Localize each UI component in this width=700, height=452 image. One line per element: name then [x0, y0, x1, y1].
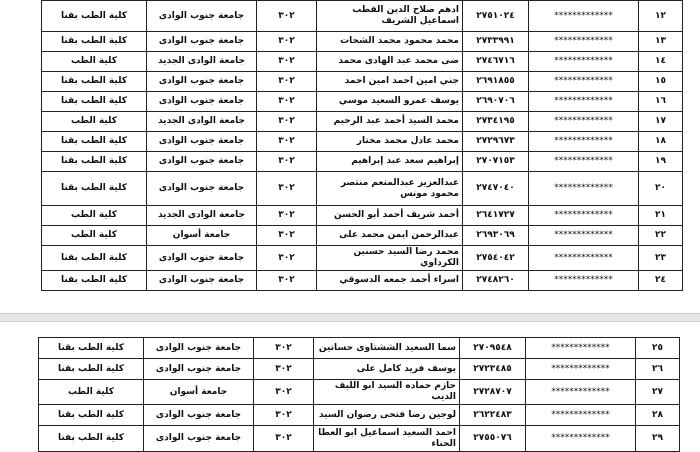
table-row [42, 206, 683, 226]
university-cell: جامعة الوادى الجديد [147, 206, 257, 226]
student-code-cell: ٢٧٠٧١٥٣ [463, 152, 529, 172]
student-code-cell: ٢٧٤٧٠٤٠ [463, 172, 529, 206]
student-name-cell: احمد السعيد اسماعيل ابو العطا الحناء [314, 426, 460, 452]
row-number-cell: ١٢ [639, 1, 683, 32]
faculty-cell: كلية الطب [39, 380, 144, 405]
table-row [42, 152, 683, 172]
row-number-cell: ٢٨ [636, 405, 680, 426]
table-row [42, 112, 683, 132]
score-cell: ٣٠٢ [254, 359, 314, 380]
student-code-cell: ٢٧٤٦٧١٦ [463, 52, 529, 72]
table-row [42, 52, 683, 72]
score-cell: ٣٠٢ [257, 1, 317, 32]
university-cell: جامعة جنوب الوادى [144, 426, 254, 452]
student-name-cell: اسراء أحمد جمعه الدسوقي [317, 271, 463, 291]
student-code-cell: ٢٧٥١٠٢٤ [463, 1, 529, 32]
student-name-cell: أحمد شريف أحمد أبو الحسن [317, 206, 463, 226]
row-number-cell: ٢٥ [636, 338, 680, 359]
table-row [42, 132, 683, 152]
masked-seat-number-cell: ************* [529, 271, 639, 291]
student-name-cell: يوسف عمرو السعيد موسي [317, 92, 463, 112]
row-number-cell: ١٣ [639, 32, 683, 52]
masked-seat-number-cell: ************* [529, 132, 639, 152]
masked-seat-number-cell: ************* [529, 32, 639, 52]
document-page-2 [0, 322, 700, 450]
table-row [42, 72, 683, 92]
table-row [39, 380, 680, 405]
score-cell: ٣٠٢ [257, 172, 317, 206]
row-number-cell: ١٩ [639, 152, 683, 172]
faculty-cell: كلية الطب بقنا [39, 405, 144, 426]
score-cell: ٣٠٢ [257, 152, 317, 172]
student-code-cell: ٢٧٢٨٧٠٧ [460, 380, 526, 405]
student-name-cell: لوجين رضا فتحى رضوان السيد [314, 405, 460, 426]
table-row [39, 426, 680, 452]
faculty-cell: كلية الطب بقنا [42, 246, 147, 271]
university-cell: جامعة جنوب الوادى [144, 338, 254, 359]
student-code-cell: ٢٦٢٢٤٨٣ [460, 405, 526, 426]
faculty-cell: كلية الطب بقنا [42, 132, 147, 152]
university-cell: جامعة الوادى الجديد [147, 112, 257, 132]
score-cell: ٣٠٢ [257, 246, 317, 271]
row-number-cell: ٢٠ [639, 172, 683, 206]
score-cell: ٣٠٢ [254, 380, 314, 405]
table-row [42, 172, 683, 206]
student-code-cell: ٢٧٥٤٠٤٢ [463, 246, 529, 271]
student-name-cell: عبدالرحمن ايمن محمد على [317, 226, 463, 246]
faculty-cell: كلية الطب بقنا [42, 152, 147, 172]
university-cell: جامعة جنوب الوادى [147, 72, 257, 92]
university-cell: جامعة الوادى الجديد [147, 52, 257, 72]
university-cell: جامعة أسوان [144, 380, 254, 405]
student-code-cell: ٢٧٣٤١٩٥ [463, 112, 529, 132]
student-name-cell: جني امين احمد امين احمد [317, 72, 463, 92]
student-code-cell: ٢٧٥٥٠٧٦ [460, 426, 526, 452]
row-number-cell: ٢١ [639, 206, 683, 226]
table-row [42, 226, 683, 246]
university-cell: جامعة جنوب الوادى [147, 92, 257, 112]
masked-seat-number-cell: ************* [529, 92, 639, 112]
student-code-cell: ٢٦٩١٨٥٥ [463, 72, 529, 92]
student-code-cell: ٢٧٣٣٩٩١ [463, 32, 529, 52]
score-cell: ٣٠٢ [254, 426, 314, 452]
masked-seat-number-cell: ************* [529, 1, 639, 32]
row-number-cell: ١٨ [639, 132, 683, 152]
table-row [42, 92, 683, 112]
faculty-cell: كلية الطب [42, 112, 147, 132]
results-table-body-1 [42, 1, 683, 291]
masked-seat-number-cell: ************* [526, 359, 636, 380]
masked-seat-number-cell: ************* [526, 426, 636, 452]
score-cell: ٣٠٢ [257, 271, 317, 291]
table-row [39, 359, 680, 380]
masked-seat-number-cell: ************* [529, 226, 639, 246]
university-cell: جامعة أسوان [147, 226, 257, 246]
student-name-cell: محمد محمود محمد الشحات [317, 32, 463, 52]
masked-seat-number-cell: ************* [529, 72, 639, 92]
faculty-cell: كلية الطب بقنا [42, 1, 147, 32]
student-code-cell: ٢٦٩٣٠٦٩ [463, 226, 529, 246]
student-code-cell: ٢٦٤١٧٢٧ [463, 206, 529, 226]
student-code-cell: ٢٧٤٨٢٦٠ [463, 271, 529, 291]
score-cell: ٣٠٢ [257, 72, 317, 92]
student-name-cell: إبراهيم سعد عبد إبراهيم [317, 152, 463, 172]
university-cell: جامعة جنوب الوادى [147, 152, 257, 172]
university-cell: جامعة جنوب الوادى [147, 172, 257, 206]
score-cell: ٣٠٢ [257, 112, 317, 132]
masked-seat-number-cell: ************* [529, 52, 639, 72]
table-row [39, 405, 680, 426]
faculty-cell: كلية الطب بقنا [42, 271, 147, 291]
row-number-cell: ٢٧ [636, 380, 680, 405]
results-table-body-2 [39, 338, 680, 452]
row-number-cell: ١٤ [639, 52, 683, 72]
faculty-cell: كلية الطب بقنا [39, 338, 144, 359]
student-name-cell: محمد رضا السيد حسنين الكرداوي [317, 246, 463, 271]
table-row [42, 1, 683, 32]
table-row [42, 246, 683, 271]
masked-seat-number-cell: ************* [526, 405, 636, 426]
table-row [42, 271, 683, 291]
masked-seat-number-cell: ************* [529, 206, 639, 226]
page-separator [0, 313, 700, 322]
university-cell: جامعة جنوب الوادى [147, 32, 257, 52]
score-cell: ٣٠٢ [257, 226, 317, 246]
row-number-cell: ١٦ [639, 92, 683, 112]
university-cell: جامعة جنوب الوادى [147, 271, 257, 291]
masked-seat-number-cell: ************* [526, 380, 636, 405]
masked-seat-number-cell: ************* [529, 152, 639, 172]
masked-seat-number-cell: ************* [529, 112, 639, 132]
row-number-cell: ٢٦ [636, 359, 680, 380]
student-name-cell: ضى محمد عبد الهادى محمد [317, 52, 463, 72]
university-cell: جامعة جنوب الوادى [147, 1, 257, 32]
faculty-cell: كلية الطب [42, 206, 147, 226]
score-cell: ٣٠٢ [254, 405, 314, 426]
student-name-cell: محمد السيد أحمد عبد الرحيم [317, 112, 463, 132]
university-cell: جامعة جنوب الوادى [147, 132, 257, 152]
student-name-cell: يوسف فريد كامل على [314, 359, 460, 380]
row-number-cell: ٢٩ [636, 426, 680, 452]
row-number-cell: ١٧ [639, 112, 683, 132]
masked-seat-number-cell: ************* [529, 246, 639, 271]
score-cell: ٣٠٢ [257, 132, 317, 152]
faculty-cell: كلية الطب [42, 52, 147, 72]
student-name-cell: ادهم صلاح الدين القطب اسماعيل الشريف [317, 1, 463, 32]
student-code-cell: ٢٧٢٩٦٧٣ [463, 132, 529, 152]
score-cell: ٣٠٢ [257, 32, 317, 52]
table-row [42, 32, 683, 52]
student-code-cell: ٢٦٩٠٧٠٦ [463, 92, 529, 112]
score-cell: ٣٠٢ [257, 92, 317, 112]
student-name-cell: سما السعيد الششتاوى حسانين [314, 338, 460, 359]
results-table-page-2 [38, 337, 680, 452]
row-number-cell: ٢٤ [639, 271, 683, 291]
student-name-cell: حازم حماده السيد ابو الليف الديب [314, 380, 460, 405]
masked-seat-number-cell: ************* [526, 338, 636, 359]
row-number-cell: ١٥ [639, 72, 683, 92]
student-name-cell: محمد عادل محمد مختار [317, 132, 463, 152]
student-code-cell: ٢٧٠٩٥٤٨ [460, 338, 526, 359]
row-number-cell: ٢٣ [639, 246, 683, 271]
student-name-cell: عبدالعزيز عبدالمنعم منتصر محمود مونس [317, 172, 463, 206]
score-cell: ٣٠٢ [257, 206, 317, 226]
faculty-cell: كلية الطب بقنا [42, 32, 147, 52]
score-cell: ٣٠٢ [254, 338, 314, 359]
faculty-cell: كلية الطب بقنا [39, 359, 144, 380]
student-code-cell: ٢٧٢٣٤٨٥ [460, 359, 526, 380]
university-cell: جامعة جنوب الوادى [144, 405, 254, 426]
score-cell: ٣٠٢ [257, 52, 317, 72]
row-number-cell: ٢٢ [639, 226, 683, 246]
results-table-page-1 [41, 0, 683, 291]
faculty-cell: كلية الطب بقنا [39, 426, 144, 452]
faculty-cell: كلية الطب بقنا [42, 172, 147, 206]
university-cell: جامعة جنوب الوادى [147, 246, 257, 271]
table-row [39, 338, 680, 359]
faculty-cell: كلية الطب بقنا [42, 72, 147, 92]
faculty-cell: كلية الطب [42, 226, 147, 246]
faculty-cell: كلية الطب بقنا [42, 92, 147, 112]
university-cell: جامعة جنوب الوادى [144, 359, 254, 380]
masked-seat-number-cell: ************* [529, 172, 639, 206]
